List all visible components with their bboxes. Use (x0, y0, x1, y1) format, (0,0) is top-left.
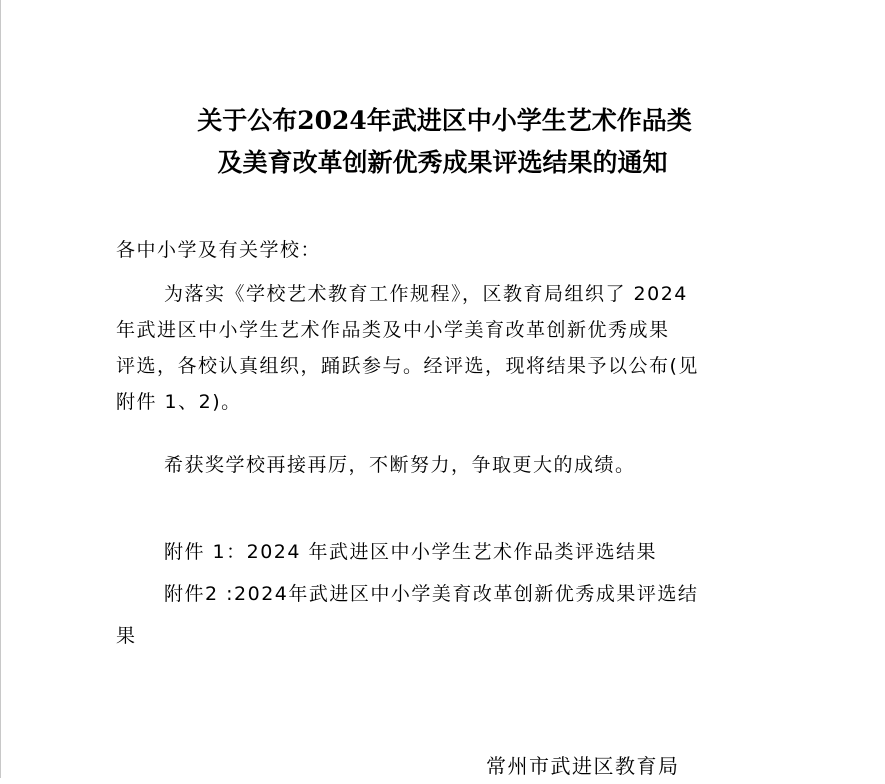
attachment-1: 附件 1：2024 年武进区中小学生艺术作品类评选结果 (164, 541, 658, 563)
title-line-1: 关于公布2024年武进区中小学生艺术作品类 (197, 106, 692, 135)
issuing-authority: 常州市武进区教育局 (486, 754, 680, 778)
notice-title (0, 100, 885, 184)
title-line-2: 及美育改革创新优秀成果评选结果的通知 (217, 148, 668, 177)
paragraph-main-line-3: 评选，各校认真组织，踊跃参与。经评选，现将结果予以公布(见 (116, 355, 699, 377)
paragraph-encouragement: 希获奖学校再接再厉，不断努力，争取更大的成绩。 (164, 454, 636, 476)
paragraph-main (116, 276, 776, 420)
paragraph-main-line-4: 附件 1、2)。 (116, 391, 242, 413)
salutation: 各中小学及有关学校： (116, 239, 322, 261)
paragraph-main-line-2: 年武进区中小学生艺术作品类及中小学美育改革创新优秀成果 (116, 319, 670, 341)
attachment-2-continuation: 果 (116, 625, 137, 647)
paragraph-main-line-1: 为落实《学校艺术教育工作规程》，区教育局组织了 2024 (164, 283, 688, 305)
attachment-2: 附件2 :2024年武进区中小学美育改革创新优秀成果评选结 (164, 583, 699, 605)
